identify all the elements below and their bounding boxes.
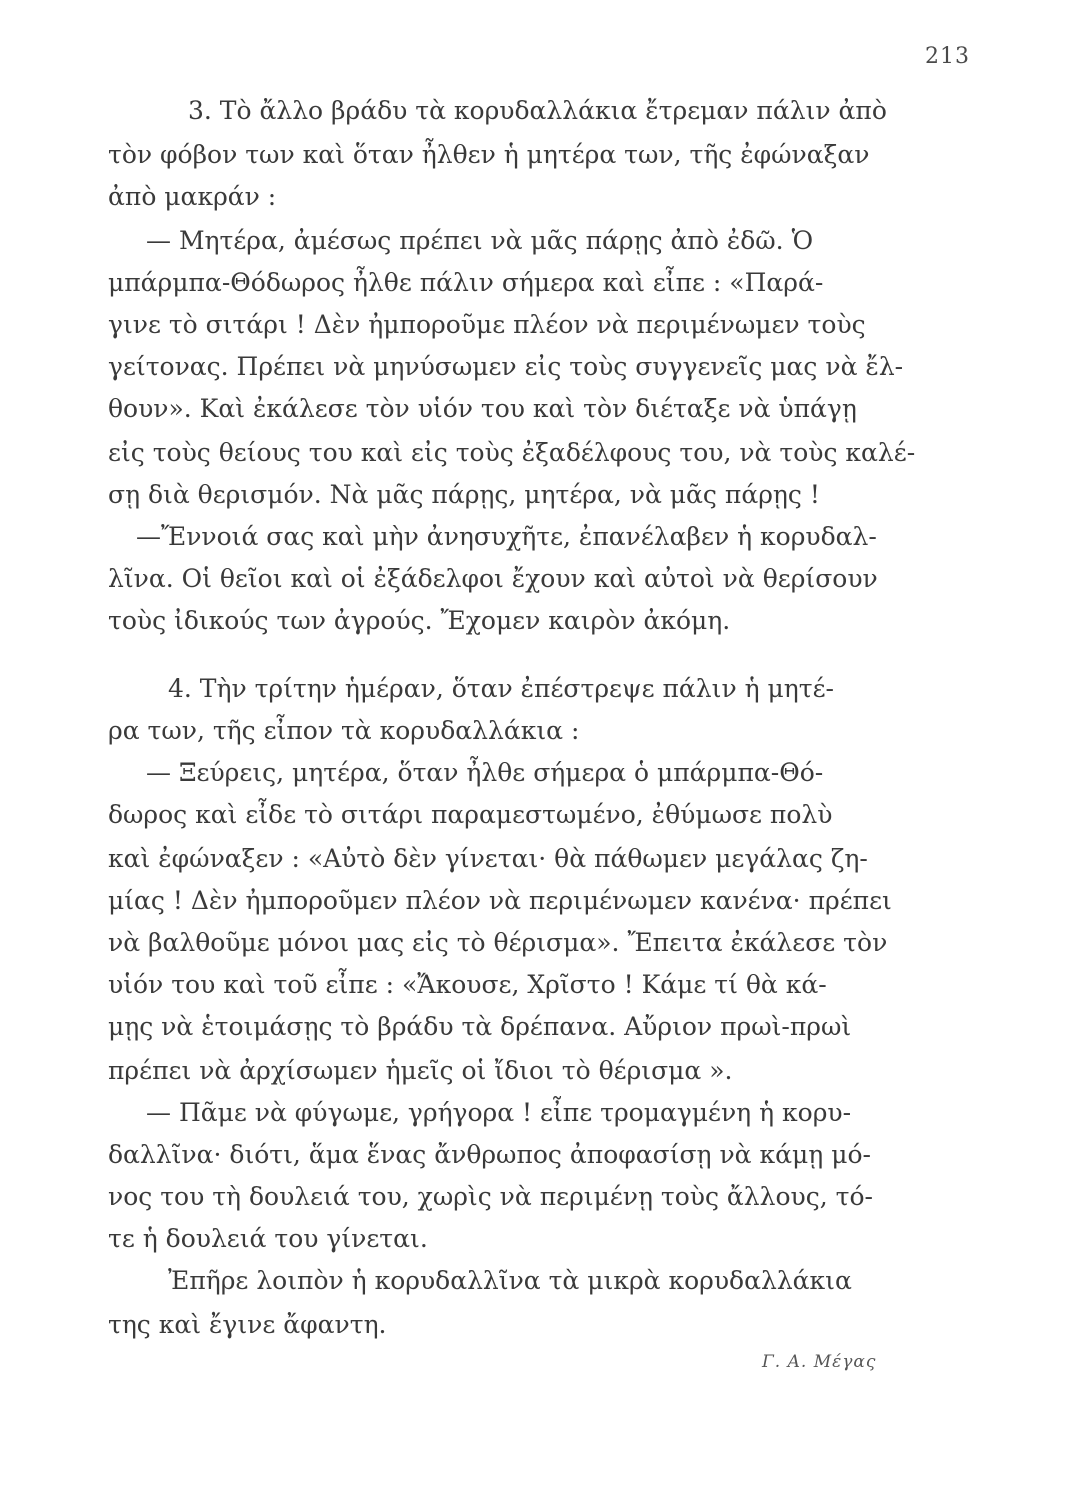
text-line: της καὶ ἔγινε ἄφαντη. <box>108 1310 387 1339</box>
text-line: υἱόν του καὶ τοῦ εἶπε : «Ἄκουσε, Χρῖστο ! Κάμε τί θὰ κά- <box>108 970 827 999</box>
text-line: νὰ βαλθοῦμε μόνοι μας εἰς τὸ θέρισμα». Ἔπειτα ἐκάλεσε τὸν <box>108 928 888 957</box>
text-line: 3. Τὸ ἄλλο βράδυ τὰ κορυδαλλάκια ἔτρεμαν πάλιν ἀπὸ <box>188 96 887 125</box>
text-line: νος του τὴ δουλειά του, χωρὶς νὰ περιμένῃ τοὺς ἄλλους, τό- <box>108 1182 873 1211</box>
text-line: γείτονας. Πρέπει νὰ μηνύσωμεν εἰς τοὺς συγγενεῖς μας νὰ ἔλ- <box>108 352 904 381</box>
text-line: — Μητέρα, ἀμέσως πρέπει νὰ μᾶς πάρῃς ἀπὸ ἐδῶ. Ὁ <box>146 226 814 255</box>
text-line: εἰς τοὺς θείους του καὶ εἰς τοὺς ἐξαδέλφους του, νὰ τοὺς καλέ- <box>108 438 916 467</box>
text-line: — Πᾶμε νὰ φύγωμε, γρήγορα ! εἶπε τρομαγμένη ἡ κορυ- <box>146 1098 852 1127</box>
text-line: ρα των, τῆς εἶπον τὰ κορυδαλλάκια : <box>108 716 580 745</box>
text-line: σῃ διὰ θερισμόν. Νὰ μᾶς πάρῃς, μητέρα, νὰ μᾶς πάρῃς ! <box>108 480 820 509</box>
text-line: Ἐπῆρε λοιπὸν ἡ κορυδαλλῖνα τὰ μικρὰ κορυδαλλάκια <box>168 1266 852 1295</box>
text-line: τε ἡ δουλειά του γίνεται. <box>108 1224 428 1253</box>
text-line: λῖνα. Οἱ θεῖοι καὶ οἱ ἐξάδελφοι ἔχουν καὶ αὐτοὶ νὰ θερίσουν <box>108 564 878 593</box>
text-line: δαλλῖνα· διότι, ἅμα ἕνας ἄνθρωπος ἀποφασίσῃ νὰ κάμῃ μό- <box>108 1140 871 1169</box>
text-line: μίας ! Δὲν ἠμποροῦμεν πλέον νὰ περιμένωμεν κανένα· πρέπει <box>108 886 892 915</box>
text-line: μῃς νὰ ἑτοιμάσῃς τὸ βράδυ τὰ δρέπανα. Αὔριον πρωὶ-πρωὶ <box>108 1012 852 1041</box>
text-line: δωρος καὶ εἶδε τὸ σιτάρι παραμεστωμένο, ἐθύμωσε πολὺ <box>108 800 833 829</box>
text-line: μπάρμπα-Θόδωρος ἦλθε πάλιν σήμερα καὶ εἶπε : «Παρά- <box>108 268 824 297</box>
text-line: καὶ ἐφώναξεν : «Αὐτὸ δὲν γίνεται· θὰ πάθωμεν μεγάλας ζη- <box>108 844 868 873</box>
text-line: γινε τὸ σιτάρι ! Δὲν ἠμποροῦμε πλέον νὰ περιμένωμεν τοὺς <box>108 310 866 339</box>
text-line: — Ξεύρεις, μητέρα, ὅταν ἦλθε σήμερα ὁ μπάρμπα-Θό- <box>146 758 824 787</box>
text-line: 4. Τὴν τρίτην ἡμέραν, ὅταν ἐπέστρεψε πάλιν ἡ μητέ- <box>168 674 834 703</box>
text-line: τὸν φόβον των καὶ ὅταν ἦλθεν ἡ μητέρα των, τῆς ἐφώναξαν <box>108 140 870 169</box>
text-line: —Ἔννοιά σας καὶ μὴν ἀνησυχῆτε, ἐπανέλαβεν ἡ κορυδαλ- <box>136 522 877 551</box>
text-line: θουν». Καὶ ἐκάλεσε τὸν υἱόν του καὶ τὸν διέταξε νὰ ὑπάγῃ <box>108 394 857 423</box>
author-signature: Γ. Α. Μέγας <box>762 1352 877 1372</box>
text-line: πρέπει νὰ ἀρχίσωμεν ἡμεῖς οἱ ἴδιοι τὸ θέρισμα ». <box>108 1056 733 1085</box>
page-number: 213 <box>925 44 970 69</box>
text-line: ἀπὸ μακράν : <box>108 182 277 211</box>
text-line: τοὺς ἰδικούς των ἀγρούς. Ἔχομεν καιρὸν ἀκόμη. <box>108 606 731 635</box>
